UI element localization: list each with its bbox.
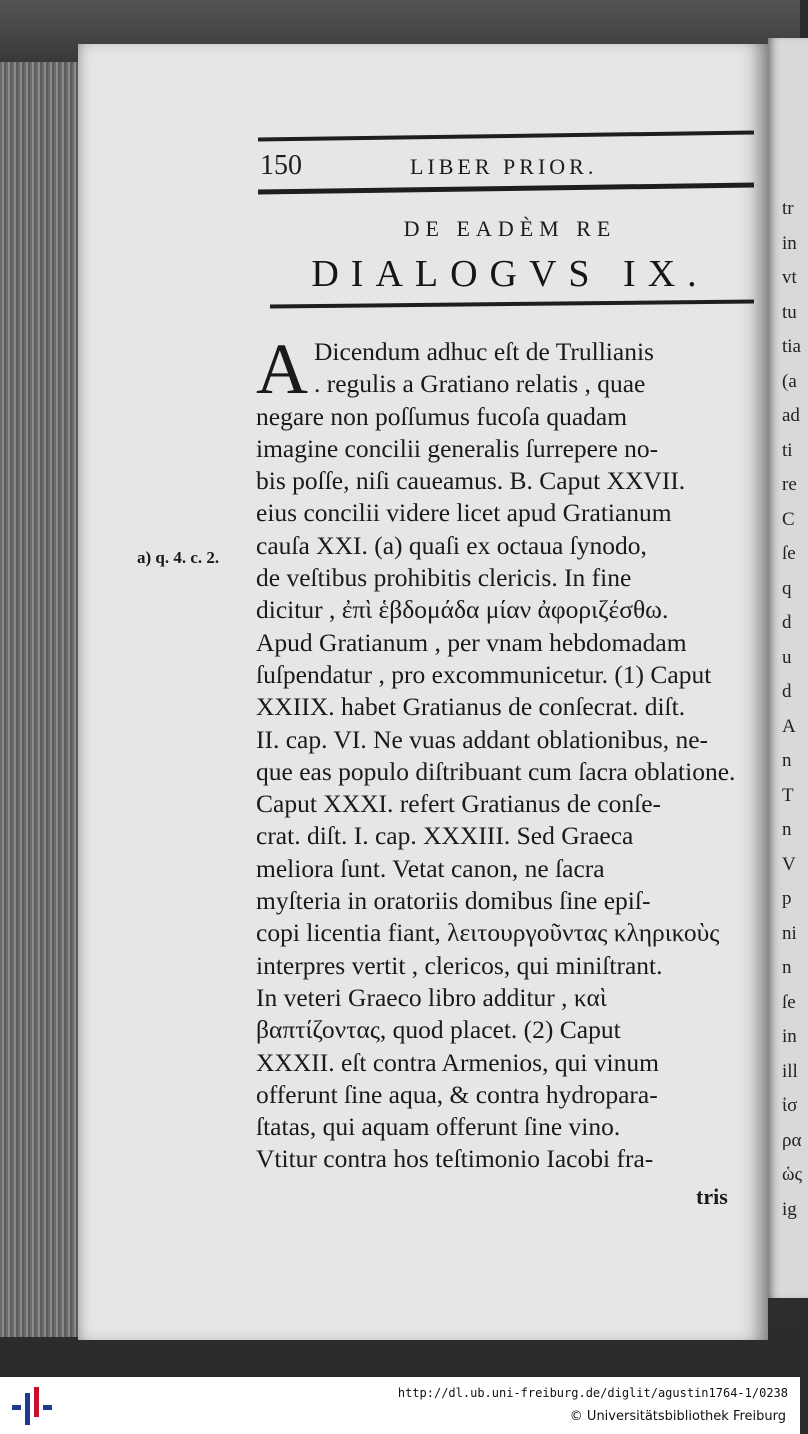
text-line: eius concilii videre licet apud Gratianum [256,498,672,528]
text-line: offerunt ſine aqua, & contra hydropara- [256,1079,658,1109]
next-page-fragment: in [782,1026,797,1047]
text-line: dicitur , ἐπὶ ἑβδομάδα μίαν ἀφοριζέσθω. [256,595,669,625]
text-line: copi licentia fiant, λειτουργοῦντας κληρικοὺς [256,918,720,948]
next-page-fragment: d [782,612,792,633]
next-page-fragment: ρα [782,1129,802,1151]
text-line: bis poſſe, niſi caueamus. B. Caput XXVII. [256,466,686,496]
text-line: II. cap. VI. Ne vuas addant oblationibus, ne- [256,724,709,754]
next-page-fragment: in [782,232,797,254]
text-line: interpres vertit , clericos, qui miniſtrant. [256,950,663,980]
text-line: Dicendum adhuc eſt de Trullianis [314,337,654,366]
next-page-fragment: V [782,853,796,875]
next-page-fragment: tu [782,301,797,323]
source-url[interactable]: http://dl.ub.uni-freiburg.de/diglit/agustin1764-1/0238 [397,1386,788,1400]
next-page-fragment: u [782,646,792,668]
next-page-fragment: C [782,508,795,530]
text-line: cauſa XXI. (a) quaſi ex octaua ſynodo, [256,530,647,560]
text-line: ſtatas, qui aquam offerunt ſine vino. [256,1112,621,1142]
next-page-fragment: n [782,819,792,840]
next-page-fragment: n [782,750,792,771]
next-page-fragment: (a [782,370,797,392]
text-line: meliora ſunt. Vetat canon, ne ſacra [256,853,605,883]
running-title: LIBER PRIOR. [410,154,598,179]
next-page-fragment: ti [782,439,793,461]
next-page-fragment: ad [782,405,800,426]
next-page-fragment: ἰσ [782,1095,798,1116]
next-page-fragment: p [782,888,792,909]
body-text [256,329,764,1176]
next-page-fragment: tia [782,336,801,357]
next-page-fragment: ὡς [782,1164,803,1185]
text-line: In veteri Graeco libro additur , καὶ [256,982,607,1012]
catchword: tris [696,1184,728,1209]
next-page-fragment: ni [782,922,797,944]
text-line: Caput XXXI. refert Gratianus de conſe- [256,789,662,819]
library-logo [12,1387,52,1425]
next-page-fragment: ſe [782,991,796,1013]
text-line: XXIIX. habet Gratianus de conſecrat. diſt. [256,692,686,722]
drop-cap: A [256,329,308,409]
text-line: XXXII. eſt contra Armenios, qui vinum [256,1047,659,1077]
next-page-fragment: d [782,681,792,702]
text-line: de veſtibus prohibitis clericis. In fine [256,563,632,593]
text-line: negare non poſſumus fucoſa quadam [256,401,628,431]
next-page-fragment: T [782,784,794,806]
text-line: crat. diſt. I. cap. XXXIII. Sed Graeca [256,821,634,851]
page-number: 150 [260,150,302,181]
text-line: myſteria in oratoriis domibus ſine epiſ- [256,886,651,916]
next-page-fragment: ill [782,1060,798,1082]
next-page-fragment: A [782,715,796,737]
text-line: Apud Gratianum , per vnam hebdomadam [256,627,687,657]
text-line: βαπτίζοντας, quod placet. (2) Caput [256,1015,621,1045]
text-line: ſuſpendatur , pro excommunicetur. (1) Caput [256,659,712,689]
text-line: . regulis a Gratiano relatis , quae [314,369,646,399]
next-page-fragment: q [782,577,792,599]
page-edges [0,62,80,1337]
footer-bar [0,1377,800,1434]
next-page-edge [768,38,808,1298]
next-page-fragment: ig [782,1198,797,1220]
text-line: imagine concilii generalis ſurrepere no- [256,433,659,463]
next-page-fragment: ſe [782,543,796,564]
section-subtitle: DE EADÈM RE [403,216,617,241]
next-page-fragment: re [782,474,797,495]
copyright-notice: © Universitätsbibliothek Freiburg [569,1409,786,1424]
next-page-fragment: tr [782,198,794,219]
next-page-fragment: n [782,957,792,978]
text-line: que eas populo diſtribuant cum ſacra oblatione. [256,756,736,786]
marginal-note: a) q. 4. c. 2. [137,548,220,567]
dialog-title: DIALOGVS IX. [311,253,709,295]
running-head [260,150,760,184]
next-page-fragment: vt [782,267,797,288]
text-line: Vtitur contra hos teſtimonio Iacobi fra- [256,1144,654,1174]
